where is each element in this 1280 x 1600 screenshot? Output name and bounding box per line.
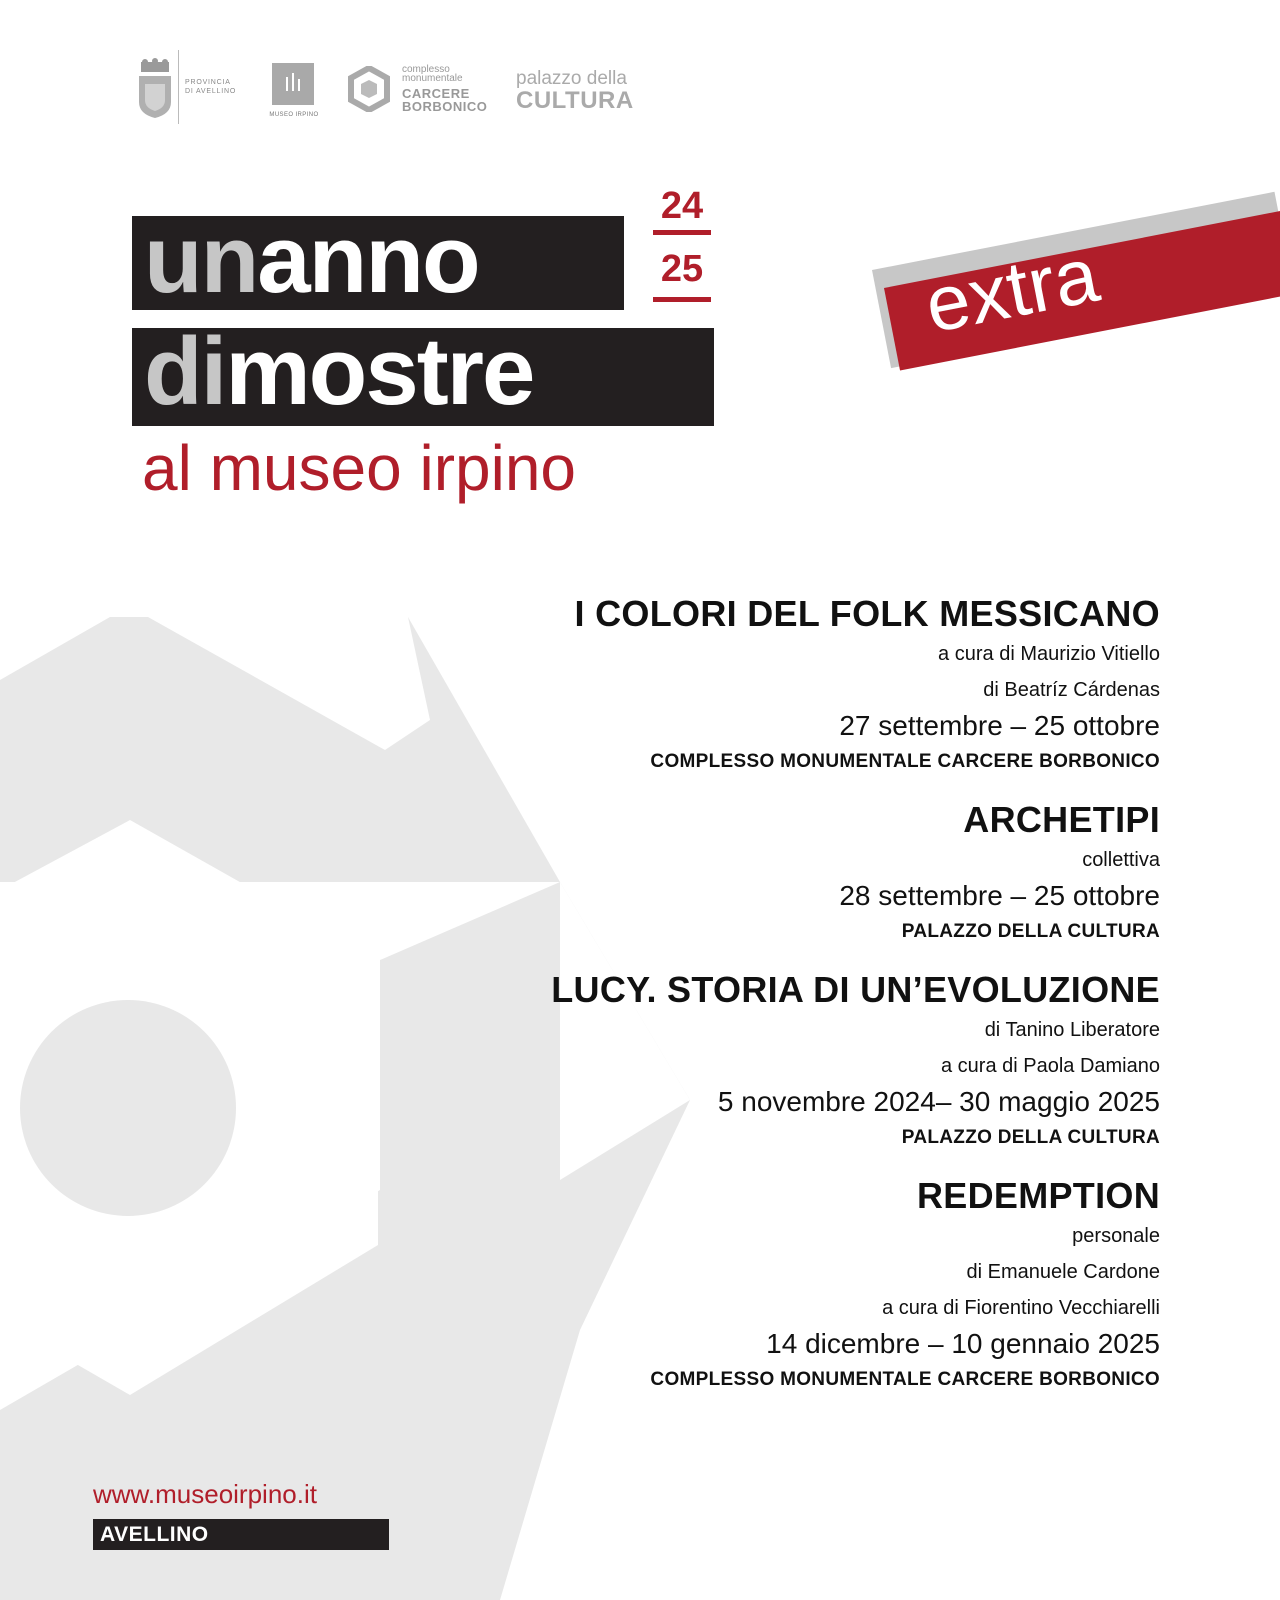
event-date: 14 dicembre – 10 gennaio 2025 (766, 1328, 1160, 1359)
event-place: COMPLESSO MONUMENTALE CARCERE BORBONICO (650, 1369, 1160, 1390)
year-rule-2 (653, 297, 711, 302)
carcere-line1: complesso (402, 64, 450, 75)
carcere-borbonico-label (402, 65, 487, 113)
event-title: I COLORI DEL FOLK MESSICANO (574, 593, 1160, 634)
event-place: PALAZZO DELLA CULTURA (901, 921, 1160, 942)
event-item (460, 798, 1160, 950)
event-item (460, 1174, 1160, 1398)
carcere-line4: BORBONICO (402, 99, 488, 114)
event-date: 27 settembre – 25 ottobre (839, 710, 1160, 741)
title-line-2 (144, 318, 534, 425)
provincia-coat-of-arms-icon (135, 58, 175, 120)
website-link[interactable]: www.museoirpino.it (93, 1479, 317, 1509)
subtitle: al museo irpino (142, 432, 576, 504)
carcere-borbonico-logo-icon (346, 66, 392, 112)
event-credit: di Tanino Liberatore (984, 1019, 1160, 1041)
event-title: LUCY. STORIA DI UN’EVOLUZIONE (551, 969, 1160, 1010)
palazzo-line2: CULTURA (516, 87, 634, 114)
event-credit: a cura di Maurizio Vitiello (938, 643, 1160, 665)
event-date: 5 novembre 2024– 30 maggio 2025 (717, 1086, 1160, 1117)
event-credit: personale (1072, 1225, 1160, 1247)
museo-irpino-label: MUSEO IRPINO (269, 112, 319, 118)
event-credit: collettiva (1082, 849, 1160, 871)
extra-badge-label: extra (918, 229, 1106, 350)
provincia-line1: PROVINCIA (185, 79, 231, 86)
event-item (460, 968, 1160, 1156)
title-di: di (144, 318, 226, 425)
palazzo-cultura-label (516, 69, 634, 113)
event-list (460, 592, 1160, 1416)
title-un: un (144, 206, 258, 313)
event-title: ARCHETIPI (963, 799, 1160, 840)
provincia-label (185, 78, 236, 96)
event-title: REDEMPTION (916, 1175, 1160, 1216)
event-credit: a cura di Paola Damiano (940, 1055, 1160, 1077)
title-line-1 (144, 206, 479, 313)
event-place: COMPLESSO MONUMENTALE CARCERE BORBONICO (650, 751, 1160, 772)
event-credit: a cura di Fiorentino Vecchiarelli (882, 1297, 1160, 1319)
event-item (460, 592, 1160, 780)
event-date: 28 settembre – 25 ottobre (839, 880, 1160, 911)
city-label: AVELLINO (93, 1519, 389, 1550)
carcere-line3: CARCERE (402, 86, 470, 101)
carcere-line2: monumentale (402, 73, 463, 84)
year-top: 24 (660, 185, 704, 227)
year-rule-1 (653, 230, 711, 235)
event-place: PALAZZO DELLA CULTURA (901, 1127, 1160, 1148)
title-anno: anno (257, 206, 479, 313)
partner-logos (130, 50, 670, 130)
museo-irpino-logo-icon (272, 63, 314, 105)
event-credit: di Emanuele Cardone (966, 1261, 1160, 1283)
title-mostre: mostre (225, 318, 534, 425)
provincia-line2: DI AVELLINO (185, 88, 237, 95)
logo-divider (178, 50, 179, 124)
year-bottom: 25 (660, 248, 704, 290)
event-credit: di Beatríz Cárdenas (983, 679, 1160, 701)
palazzo-line1: palazzo della (516, 68, 627, 89)
